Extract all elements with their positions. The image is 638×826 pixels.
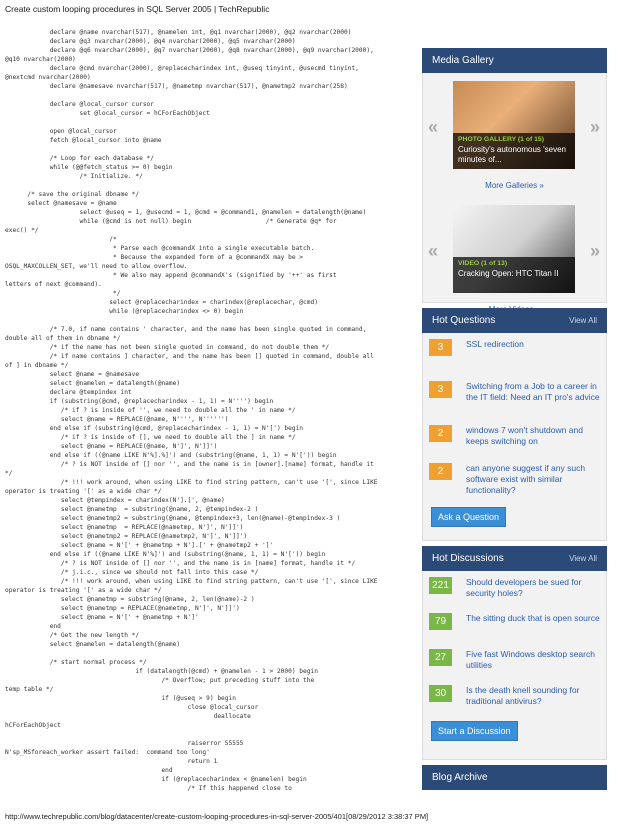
code-line: while (@cmd is not null) begin /* Generate @q* for [5,218,337,225]
page-title: Create custom looping procedures in SQL Server 2005 | TechRepublic [5,4,270,14]
answer-count-badge: 3 [429,339,452,356]
page-url-footer: http://www.techrepublic.com/blog/datacenter/create-custom-looping-procedures-in-sql-server-2005/401[08/29/2012 3:38:37 PM] [5,812,429,821]
blog-archive-panel [422,765,607,790]
code-line: /* If this happened close to [5,785,292,792]
reply-count-badge: 79 [429,613,452,630]
list-item[interactable] [423,457,606,501]
reply-count-badge: 221 [429,577,452,594]
code-line: select @name = N'[' + @nametmp + N']' [5,614,199,621]
gallery-item-video[interactable] [423,197,606,305]
code-line: select @nametmp2 = substring(@name, @tempindex+3, len(@name)-@tempindex-3 ) [5,515,341,522]
list-item[interactable] [423,375,606,419]
code-line: select @namelen = datalength(@name) [5,641,181,648]
hot-discussions-title: Hot Discussions [432,553,504,564]
code-line: select @name = @namesave [5,371,140,378]
more-galleries-link[interactable]: More Galleries » [485,181,544,190]
code-line: double all of them in dbname */ [5,335,121,342]
code-line: /* ? is NOT inside of [] nor '', and the name is in [owner].[name] format, handle it [5,461,374,468]
code-line: select @name = N'[' + @nametmp + N'].[' + @nametmp2 + ']' [5,542,274,549]
code-line: of ] in dbname */ [5,362,69,369]
code-line: declare @local_cursor cursor [5,101,155,108]
code-line: select @nametmp = substring(@name, 2, @tempindex-2 ) [5,506,259,513]
list-item[interactable] [423,333,606,375]
code-line [5,649,413,658]
blog-archive-title: Blog Archive [432,772,488,783]
code-line: */ [5,470,13,477]
code-listing [5,28,413,793]
code-line: operator is treating '[' as a wide char */ [5,488,162,495]
hot-discussions-header [422,546,607,571]
code-line: /* if ? is inside of [], we need to double all the ] in name */ [5,434,296,441]
code-line: end [5,623,61,630]
code-line: close @local_cursor [5,704,259,711]
question-link[interactable]: Switching from a Job to a career in the IT field: Need an IT pro's advice [466,381,600,402]
code-line: N'sp_MSforeach_worker assert failed: command too long' [5,749,210,756]
code-line [5,181,413,190]
hot-discussions-panel [422,546,607,760]
reply-count-badge: 30 [429,685,452,702]
code-line: exec() */ [5,227,39,234]
code-line: while (@replacecharindex <> 0) begin [5,308,244,315]
code-line [5,118,413,127]
code-line: declare @namesave nvarchar(517), @nametmp nvarchar(517), @nametmp2 nvarchar(258) [5,83,348,90]
code-line: deallocate [5,713,251,720]
code-line: /* !!! work around, when using LIKE to find string pattern, can't use '[', since LIKE [5,578,378,585]
code-line: select @nametmp = REPLACE(@nametmp, N']', N']]') [5,524,244,531]
code-line: @q10 nvarchar(2000) [5,56,76,63]
discussion-link[interactable]: Five fast Windows desktop search utilities [466,649,595,670]
hot-questions-header [422,308,607,333]
code-line: declare @cmd nvarchar(2000), @replacecharindex int, @useq tinyint, @usecmd tinyint, [5,65,359,72]
media-gallery-body [422,73,607,303]
code-line: letters of next @command). [5,281,102,288]
hot-questions-title: Hot Questions [432,315,496,326]
code-line: */ [5,290,121,297]
media-gallery-title: Media Gallery [432,55,494,66]
list-item[interactable] [423,643,606,679]
code-line: if (datalength(@cmd) + @namelen - 1 > 2000) begin [5,668,318,675]
discussion-link[interactable]: Should developers be sued for security holes? [466,577,582,598]
start-discussion-button[interactable]: Start a Discussion [431,721,518,741]
list-item[interactable] [423,679,606,715]
view-all-link[interactable]: View All [569,316,597,325]
code-line: select @name = REPLACE(@name, N'''', N'''''') [5,416,229,423]
list-item[interactable] [423,571,606,607]
code-line: @nextcmd nvarchar(2000) [5,74,91,81]
next-arrow-icon[interactable]: » [589,117,600,137]
code-line: set @local_cursor = hCForEachObject [5,110,210,117]
code-line: /* Get the new length */ [5,632,140,639]
list-item[interactable] [423,607,606,643]
code-line [5,91,413,100]
code-line: /* Initialize. */ [5,173,143,180]
code-line: * Parse each @commandX into a single executable batch. [5,245,315,252]
code-line: operator is treating '[' as a wide char */ [5,587,162,594]
code-line: if (substring(@cmd, @replacecharindex - 1, 1) = N'''') begin [5,398,274,405]
discussion-link[interactable]: The sitting duck that is open source [466,613,600,623]
code-line: declare @q6 nvarchar(2000), @q7 nvarchar(2000), @q8 nvarchar(2000), @q9 nvarchar(2000), [5,47,374,54]
code-line: /* Loop for each database */ [5,155,155,162]
code-line: temp table */ [5,686,54,693]
blog-archive-header[interactable] [422,765,607,790]
code-line: end else if (substring(@cmd, @replacecharindex - 1, 1) = N'[') begin [5,425,304,432]
code-line: select @namesave = @name [5,200,117,207]
code-line: select @nametmp2 = REPLACE(@nametmp2, N']', N']]') [5,533,248,540]
hot-discussions-body [422,571,607,760]
code-line [5,730,413,739]
question-link[interactable]: windows 7 won't shutdown and keeps switching on [466,425,583,446]
code-line: select @replacecharindex = charindex(@replacechar, @cmd) [5,299,318,306]
code-line: end else if ((@name LIKE N'%]') and (substring(@name, 1, 1) = N'[')) begin [5,551,326,558]
answer-count-badge: 3 [429,381,452,398]
video-caption[interactable] [453,257,575,293]
code-line: raiserror 55555 [5,740,244,747]
code-line: declare @tempindex int [5,389,132,396]
video-caption-text: Cracking Open: HTC Titan II [458,269,559,278]
code-line: /* !!! work around, when using LIKE to find string pattern, can't use '[', since LIKE [5,479,378,486]
code-line: end else if ((@name LIKE N'%].%]') and (substring(@name, 1, 1) = N'[')) begin [5,452,337,459]
prev-arrow-icon[interactable]: « [428,117,439,137]
gallery-tag: PHOTO GALLERY (1 of 15) [458,136,544,143]
code-line: /* if ? is inside of '', we need to double all the ' in name */ [5,407,296,414]
code-line [5,316,413,325]
code-line: * We also may append @commandX's (signified by '++' as first [5,272,337,279]
code-line [5,145,413,154]
question-link[interactable]: SSL redirection [466,339,524,349]
media-gallery-panel [422,48,607,303]
code-line: hCForEachObject [5,722,61,729]
code-line: select @namelen = datalength(@name) [5,380,181,387]
code-line: /* j.i.c., since we should not fall into this case */ [5,569,259,576]
code-line: return 1 [5,758,218,765]
code-line: end [5,767,173,774]
code-line: select @nametmp = REPLACE(@nametmp, N']', N']]') [5,605,240,612]
question-link[interactable]: can anyone suggest if any such software exist with similar functionality? [466,463,586,495]
code-line: while (@@fetch_status >= 0) begin [5,164,173,171]
video-tag: VIDEO (1 of 13) [458,260,508,267]
answer-count-badge: 2 [429,463,452,480]
code-line: /* [5,236,117,243]
hot-questions-panel [422,308,607,541]
code-line: declare @q3 nvarchar(2000), @q4 nvarchar(2000), @q5 nvarchar(2000) [5,38,296,45]
gallery-caption[interactable] [453,133,575,169]
code-line: fetch @local_cursor into @name [5,137,162,144]
next-arrow-icon[interactable]: » [589,241,600,261]
code-line: select @name = REPLACE(@name, N']', N']]') [5,443,218,450]
prev-arrow-icon[interactable]: « [428,241,439,261]
hot-questions-body [422,333,607,541]
code-line: if (@replacecharindex < @namelen) begin [5,776,307,783]
answer-count-badge: 2 [429,425,452,442]
code-line: OSQL_MAXCOLLEN_SET, we'll need to allow overflow. [5,263,188,270]
code-line: open @local_cursor [5,128,117,135]
list-item[interactable] [423,419,606,457]
code-line: select @useq = 1, @usecmd = 1, @cmd = @command1, @namelen = datalength(@name) [5,209,367,216]
code-line: /* if the name has not been single quoted in command, do not double them */ [5,344,330,351]
gallery-caption-text: Curiosity's autonomous 'seven minutes of... [458,145,566,164]
code-line: declare @name nvarchar(517), @namelen int, @q1 nvarchar(2000), @q2 nvarchar(2000) [5,29,352,36]
gallery-item-photo[interactable] [423,73,606,181]
discussion-link[interactable]: Is the death knell sounding for traditional antivirus? [466,685,580,706]
code-line: /* 7.0, if name contains ' character, and the name has been single quoted in command, [5,326,367,333]
media-gallery-header [422,48,607,73]
code-line: select @nametmp = substring(@name, 2, len(@name)-2 ) [5,596,255,603]
code-line: /* save the original dbname */ [5,191,140,198]
code-line: /* Overflow; put preceding stuff into the [5,677,315,684]
code-line: select @tempindex = charindex(N'].[', @name) [5,497,225,504]
code-line: /* start normal process */ [5,659,147,666]
code-line: if (@useq > 9) begin [5,695,236,702]
code-line: /* ? is NOT inside of [] nor '', and the name is in [name] format, handle it */ [5,560,356,567]
code-line: /* if name contains ] character, and the name has been [] quoted in command, double all [5,353,374,360]
view-all-link[interactable]: View All [569,554,597,563]
reply-count-badge: 27 [429,649,452,666]
code-line: * Because the expanded form of a @commandX may be > [5,254,304,261]
ask-question-button[interactable]: Ask a Question [431,507,506,527]
